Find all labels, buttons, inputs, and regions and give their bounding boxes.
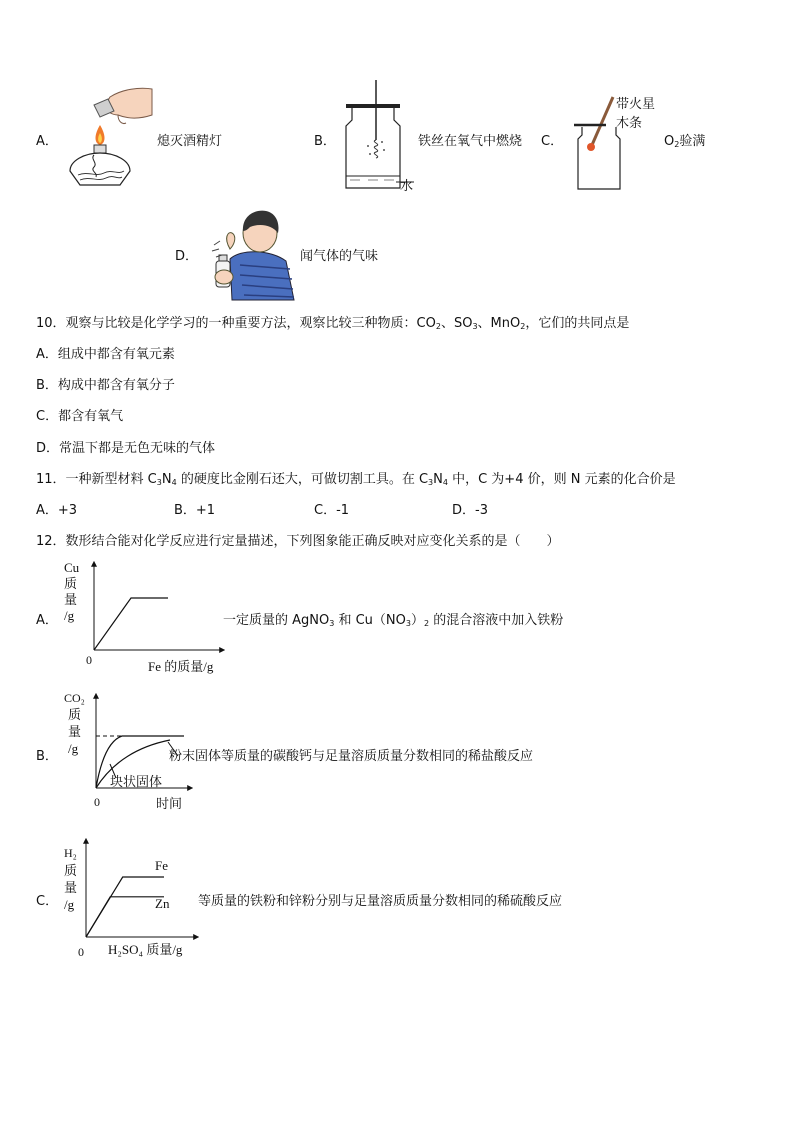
option-letter: A． <box>36 613 58 628</box>
option-caption: 闻气体的气味 <box>300 249 379 264</box>
option-caption: $O_2$验满 <box>664 134 706 149</box>
origin-label: 0 <box>94 795 100 809</box>
y-axis-label: 质 <box>68 707 82 722</box>
q11-stem: 11．一种新型材料 $C_3N_4$ 的硬度比金刚石还大，可做切割工具。在 $C_3N_4$ 中，C 为+4 价，则 N 元素的化合价是 <box>36 472 676 487</box>
y-axis-label: CO₂ <box>64 691 85 705</box>
powder-annotation: 粉末固体 <box>169 749 222 764</box>
q10-option-a: A．组成中都含有氧元素 <box>36 347 175 362</box>
option-letter: C． <box>36 894 59 909</box>
series-label-fe: Fe <box>155 858 168 873</box>
y-axis-label: 量 <box>68 724 82 739</box>
smelling-gas-image <box>200 205 295 300</box>
x-axis-label: 时间 <box>156 796 183 811</box>
q11-option-a: A．+3 <box>36 503 78 518</box>
y-axis-label: Cu <box>64 560 80 575</box>
option-caption: 铁丝在氧气中燃烧 <box>418 134 523 149</box>
q10-option-c: C．都含有氧气 <box>36 409 124 424</box>
y-axis-label: /g <box>64 897 75 912</box>
series-line-fe <box>86 877 164 937</box>
y-axis-label: 量 <box>64 592 78 607</box>
x-axis-label: Fe 的质量/g <box>148 659 214 674</box>
lump-annotation: 块状固体 <box>110 774 163 789</box>
alcohol-lamp-image <box>60 85 160 195</box>
series-line-zn <box>86 897 164 937</box>
option-letter: B． <box>314 134 336 149</box>
y-axis-label: 质 <box>64 576 78 591</box>
x-axis-label: H₂SO₄ 质量/g <box>108 942 183 957</box>
glowing-stick-label-2: 木条 <box>616 116 643 131</box>
chart-a <box>60 558 230 678</box>
q10-option-d: D．常温下都是无色无味的气体 <box>36 441 216 456</box>
q11-option-b: B．+1 <box>174 503 216 518</box>
option-letter: A． <box>36 134 58 149</box>
q12-option-b-desc: 粉末固体等质量的碳酸钙与足量溶质质量分数相同的稀盐酸反应 <box>169 749 534 764</box>
option-letter: D． <box>175 249 199 264</box>
q11-option-c: C．-1 <box>314 503 350 518</box>
q12-option-a-desc: 一定质量的 AgNO$_3$ 和 $Cu(NO_3)_2$ 的混合溶液中加入铁粉 <box>223 613 564 628</box>
option-caption: 熄灭酒精灯 <box>157 134 223 149</box>
q10-stem: 10．观察与比较是化学学习的一种重要方法，观察比较三种物质：$CO_2$、$SO_3$、MnO$_2$，它们的共同点是 <box>36 316 630 331</box>
q11-option-d: D．-3 <box>452 503 488 518</box>
chart-c <box>60 833 210 963</box>
q12-stem: 12．数形结合能对化学反应进行定量描述，下列图象能正确反映对应变化关系的是（ ） <box>36 534 560 549</box>
water-label: 水 <box>400 179 414 194</box>
q10-option-b: B．构成中都含有氧分子 <box>36 378 175 393</box>
origin-label: 0 <box>78 945 84 959</box>
option-letter: B． <box>36 749 58 764</box>
y-axis-label: H₂ <box>64 846 77 860</box>
series-line-cu <box>94 598 168 650</box>
y-axis-label: /g <box>64 608 75 623</box>
option-letter: C． <box>541 134 564 149</box>
q12-option-c-desc: 等质量的铁粉和锌粉分别与足量溶质质量分数相同的稀硫酸反应 <box>198 894 563 909</box>
y-axis-label: /g <box>68 741 79 756</box>
glowing-stick-label-1: 带火星 <box>616 97 656 112</box>
y-axis-label: 质 <box>64 863 78 878</box>
series-label-zn: Zn <box>155 896 170 911</box>
y-axis-label: 量 <box>64 880 78 895</box>
origin-label: 0 <box>86 653 92 667</box>
